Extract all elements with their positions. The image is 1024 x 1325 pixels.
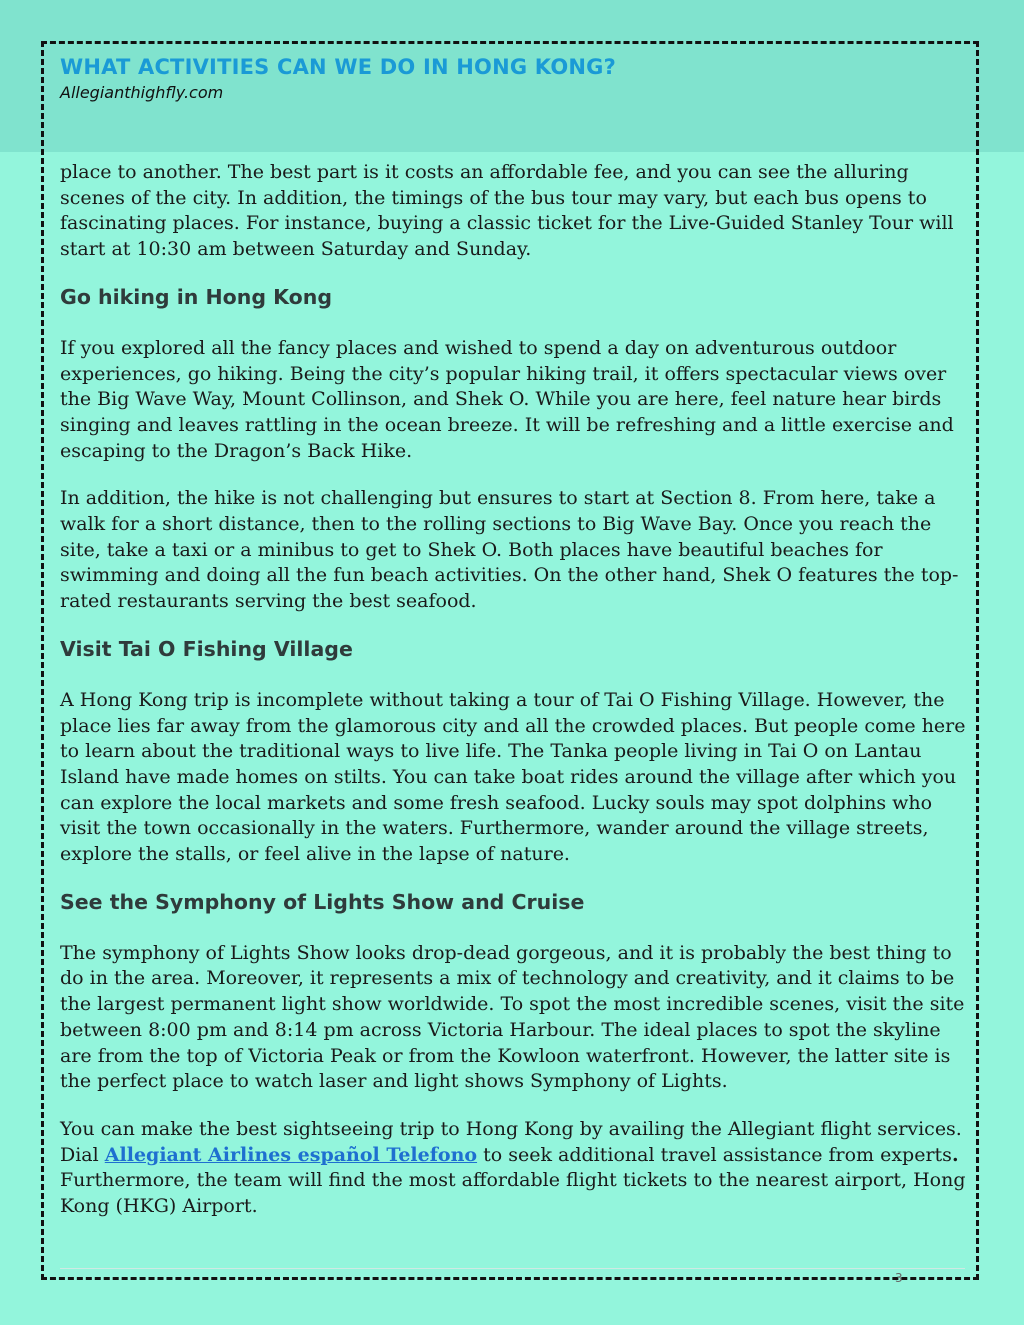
cta-text-after: to seek additional travel assistance from experts (477, 1143, 952, 1166)
cta-text-before: You can make the best sightseeing trip to Hong Kong by availing the Allegiant flight services. Dial (60, 1117, 962, 1166)
cta-text-end: Furthermore, the team will find the most affordable flight tickets to the nearest airport, Hong Kong (HKG) Airport. (60, 1169, 966, 1218)
intro-paragraph: place to another. The best part is it costs an affordable fee, and you can see the alluring scenes of the city. In addition, the timings of the bus tour may vary, but each bus opens to fascinating places. For instance, buying a classic ticket for the Live-Guided Stanley Tour will start at 10:30 am between Saturday and Sunday. (60, 161, 954, 261)
symphony-paragraph-1: The symphony of Lights Show looks drop-dead gorgeous, and it is probably the best thing to do in the area. Moreover, it represents a mix of technology and creativity, and it claims to be the largest permanent light show worldwide. To spot the most incredible scenes, visit the site between 8:00 pm and 8:14 pm across Victoria Harbour. The ideal places to spot the skyline are from the top of Victoria Peak or from the Kowloon waterfront. However, the latter site is the perfect place to watch laser and light shows Symphony of Lights. (60, 941, 965, 1093)
page-number: 3 (895, 1271, 903, 1285)
article-body (60, 160, 970, 1242)
heading-tai-o: Visit Tai O Fishing Village (60, 636, 353, 661)
hiking-paragraph-2: In addition, the hike is not challenging but ensures to start at Section 8. From here, take a walk for a short distance, then to the rolling sections to Big Wave Bay. Once you reach the site, take a taxi or a minibus to get to Shek O. Both places have beautiful beaches for swimming and doing all the fun beach activities. On the other hand, Shek O features the top-rated restaurants serving the best seafood. (60, 487, 959, 613)
footer-divider (60, 1268, 965, 1269)
heading-hiking: Go hiking in Hong Kong (60, 284, 333, 309)
site-name: Allegianthighfly.com (60, 83, 224, 102)
tai-o-paragraph: A Hong Kong trip is incomplete without taking a tour of Tai O Fishing Village. However, the place lies far away from the glamorous city and all the crowded places. But people come here to learn about the traditional ways to live life. The Tanka people living in Tai O on Lantau Island have made homes on stilts. You can take boat rides around the village after which you can explore the local markets and some fresh seafood. Lucky souls may spot dolphins who visit the town occasionally in the waters. Furthermore, wander around the village streets, explore the stalls, or feel alive in the lapse of nature. (60, 688, 966, 866)
page-title: WHAT ACTIVITIES CAN WE DO IN HONG KONG? (60, 55, 616, 79)
allegiant-telefono-link[interactable]: Allegiant Airlines español Telefono (104, 1143, 478, 1166)
hiking-paragraph-1: If you explored all the fancy places and wished to spend a day on adventurous outdoor experiences, go hiking. Being the city’s popular hiking trail, it offers spectacular views over the Big Wave Way, Mount Collinson, and Shek O. While you are here, feel nature hear birds singing and leaves rattling in the ocean breeze. It will be refreshing and a little exercise and escaping to the Dragon’s Back Hike. (60, 336, 954, 462)
symphony-paragraph-2 (60, 1117, 970, 1220)
heading-symphony: See the Symphony of Lights Show and Cruise (60, 889, 585, 914)
cta-period: . (951, 1143, 959, 1166)
